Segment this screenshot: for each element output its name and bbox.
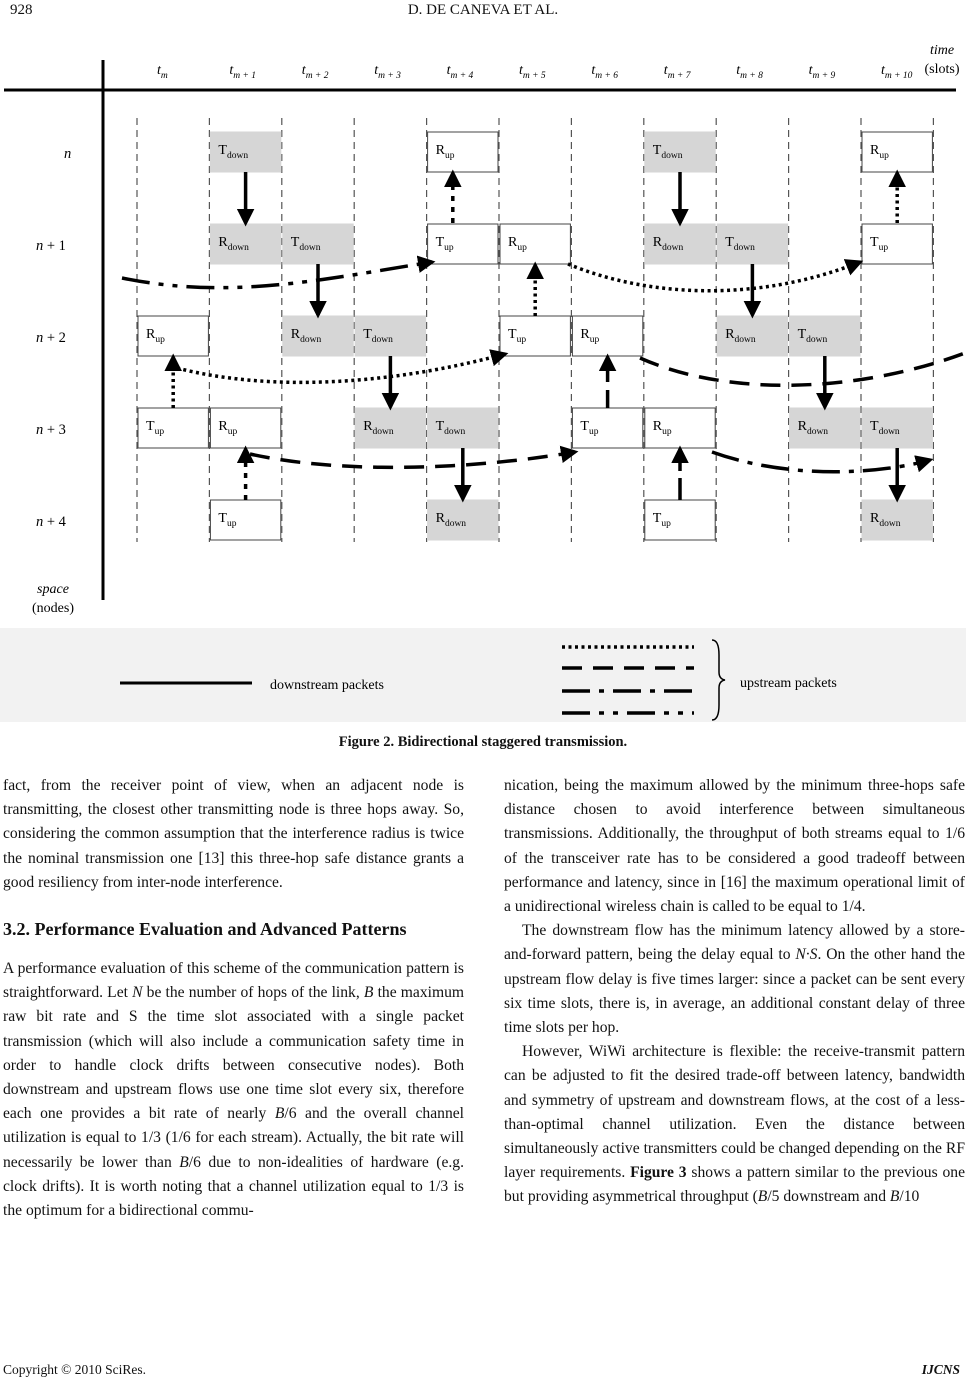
slot-block-label: $T_{down}$	[290, 235, 321, 253]
node-label: n	[64, 146, 72, 162]
upstream-curve	[568, 262, 860, 291]
slot-block-label: $T_{down}$	[218, 143, 249, 161]
space-axis-label-1: space	[37, 582, 69, 597]
time-slot-label: $t_{m + 5}$	[519, 63, 546, 81]
time-slot-label: $t_{m + 2}$	[301, 63, 329, 81]
slot-block-label: $R_{up}$	[435, 143, 455, 161]
legend-downstream-label: downstream packets	[270, 678, 384, 693]
time-slot-label: $t_{m + 9}$	[808, 63, 836, 81]
right-column	[504, 774, 965, 1210]
legend-upstream-label: upstream packets	[740, 676, 837, 691]
paragraph: The downstream flow has the minimum latency allowed by a store-and-forward pattern, being the delay equal to N·S. On the other hand the upstream flow delay is five times larger: since a packet can be sent every six time slots, there is, in average, an additional constant delay of three time slots per hop.	[504, 922, 966, 1037]
slot-block-label: $R_{up}$	[146, 327, 165, 345]
slot-block-label: $T_{down}$	[870, 419, 900, 437]
paragraph: fact, from the receiver point of view, when an adjacent node is transmitting, the closest other transmitting node is three hops away. So, considering the common assumption that the interference radius is twice the nominal transmission one [13] this three-hop safe distance grants a good resiliency from inter-node interference.	[3, 777, 464, 891]
slot-block-label: $R_{down}$	[725, 327, 756, 345]
slot-block-label: $R_{down}$	[218, 235, 249, 253]
node-label: n + 4	[36, 514, 66, 530]
slot-block-label: $T_{up}$	[870, 235, 889, 253]
slot-block-label: $T_{up}$	[146, 419, 165, 437]
slot-block-label: $R_{up}$	[870, 143, 889, 161]
slot-block-label: $T_{up}$	[652, 511, 671, 529]
slot-block-label: $R_{up}$	[580, 327, 600, 345]
slot-block-label: $T_{down}$	[435, 419, 466, 437]
slot-block-label: $R_{up}$	[652, 419, 672, 437]
upstream-curve	[250, 452, 575, 467]
node-label: n + 2	[36, 330, 66, 346]
slot-block-label: $R_{down}$	[797, 419, 829, 437]
slot-block-label: $T_{up}$	[580, 419, 599, 437]
time-slot-label: $t_{m + 8}$	[736, 63, 763, 81]
node-labels	[36, 146, 71, 530]
slot-block-label: $R_{down}$	[363, 419, 394, 437]
slot-block-label: $T_{up}$	[508, 327, 527, 345]
paragraph: However, WiWi architecture is flexible: the receive-transmit pattern can be adjusted to fit the desired trade-off between latency, bandwidth and symmetry of upstream and downstream flows, at the cost of a less-than-optimal channel utilization. Even the distance between simultaneously active transmitters could be changed depending on the RF layer requirements. Figure 3 shows a pattern similar to the previous one but providing asymmetrical throughput (B/5 downstream and B/10	[504, 1043, 965, 1206]
time-slot-label: $t_{m + 10}$	[881, 63, 913, 81]
slot-block-label: $T_{down}$	[725, 235, 755, 253]
time-axis-label-1: time	[929, 43, 955, 58]
upstream-curve	[122, 262, 432, 288]
left-column	[3, 774, 464, 1223]
slot-blocks	[138, 132, 932, 540]
time-slot-label: $t_{m + 4}$	[446, 63, 474, 81]
slot-block-label: $R_{down}$	[435, 511, 467, 529]
time-slot-label: $t_{m + 3}$	[374, 63, 401, 81]
time-slot-label: $t_{m + 1}$	[229, 63, 257, 81]
paragraph: A performance evaluation of this scheme of the communication pattern is straightforward. Let N be the number of hops of the link, B the maximum raw bit rate and S the time slot associated with a single packet transmission (which will also include a communication safety time in order to handle clock drifts between consecutive nodes). Both downstream and upstream flows use one time slot every six, therefore each one provides a bit rate of nearly B/6 and the overall channel utilization is equal to 1/3 (1/6 for each stream). Actually, the bit rate will necessarily be lower than B/6 due to non-idealities of hardware (e.g. clock drifts). It is worth noting that a channel utilization equal to 1/3 is the optimum for a bidirectional commu-	[3, 960, 465, 1220]
slot-block-label: $R_{up}$	[508, 235, 527, 253]
legend-background	[0, 628, 966, 722]
slot-block-label: $R_{up}$	[218, 419, 238, 437]
time-slot-labels	[157, 63, 913, 81]
figure-caption: Figure 2. Bidirectional staggered transmission.	[338, 734, 628, 750]
slot-block-label: $R_{down}$	[652, 235, 684, 253]
staggered-transmission-figure	[0, 40, 966, 724]
time-slot-label: $t_{m + 6}$	[591, 63, 619, 81]
copyright: Copyright © 2010 SciRes.	[3, 1362, 147, 1377]
upstream-curve	[640, 353, 965, 385]
paragraph: nication, being the maximum allowed by the minimum three-hops safe distance chosen to avoid interference between simultaneous transmissions. Additionally, the throughput of both streams equal to 1/6 of the transceiver rate has to be considered a good tradeoff between performance and latency, since in [16] the maximum operational limit of a unidirectional wireless chain is called to be equal to 1/4.	[504, 777, 965, 916]
time-slot-label: $t_{m + 7}$	[663, 63, 691, 81]
time-axis-slots-label: (slots)	[924, 62, 960, 77]
time-slot-label: $t_m$	[157, 63, 168, 81]
slot-block-label: $R_{down}$	[290, 327, 322, 345]
slot-block-label: $T_{down}$	[652, 143, 683, 161]
slot-block-label: $R_{down}$	[870, 511, 901, 529]
slot-block-label: $T_{down}$	[363, 327, 393, 345]
slot-block-label: $T_{up}$	[435, 235, 454, 253]
section-heading: 3.2. Performance Evaluation and Advanced Patterns	[3, 919, 407, 940]
journal-name: IJCNS	[921, 1362, 960, 1377]
slot-block-label: $T_{up}$	[218, 511, 237, 529]
page-number: 928	[10, 2, 33, 18]
slot-block-label: $T_{down}$	[797, 327, 828, 345]
node-label: n + 3	[36, 422, 66, 438]
running-head: D. DE CANEVA ET AL.	[407, 2, 559, 18]
upstream-curve	[177, 354, 505, 382]
space-axis-label-2: (nodes)	[32, 601, 74, 616]
node-label: n + 1	[36, 238, 66, 254]
